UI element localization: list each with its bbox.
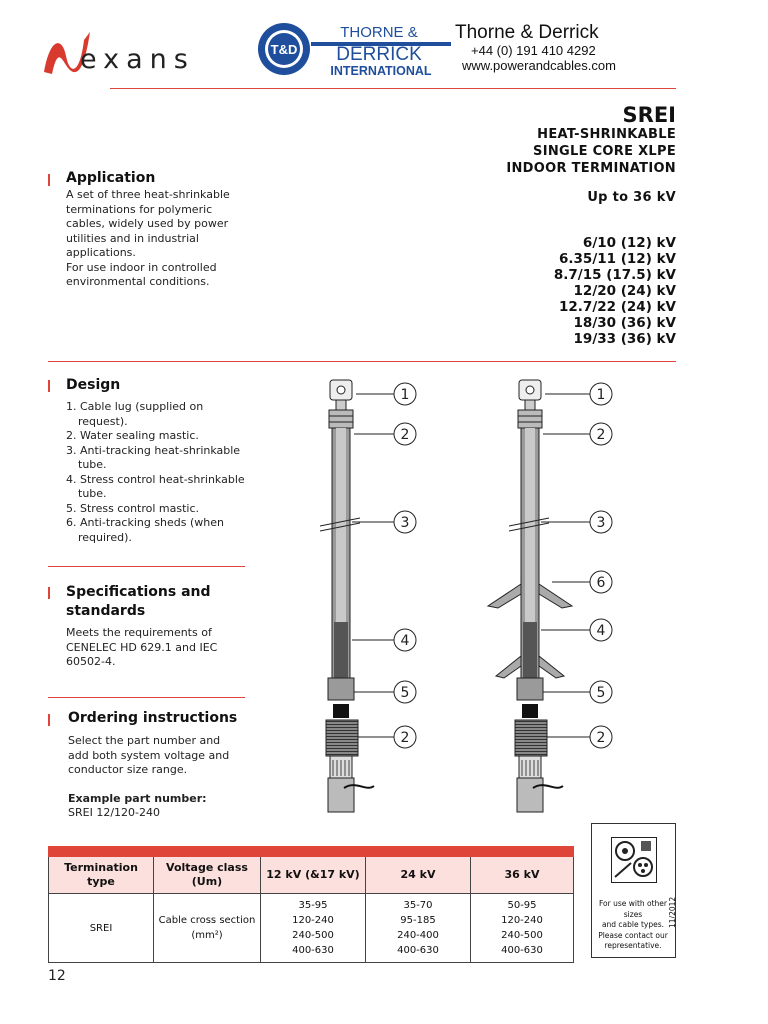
ordering-marker: [48, 714, 50, 726]
left-callouts: [352, 383, 416, 748]
callout-number: 1: [596, 387, 606, 403]
design-item: 2. Water sealing mastic.: [66, 429, 199, 442]
design-list: [66, 400, 251, 545]
design-item: 5. Stress control mastic.: [66, 501, 200, 515]
callout-number: 2: [596, 730, 606, 746]
size-range: 35-95: [298, 900, 328, 911]
callout-number: 4: [400, 633, 410, 649]
contact-note-text: [594, 899, 672, 952]
callout-number: 3: [400, 515, 410, 531]
right-callouts: [541, 383, 612, 748]
title-line3: INDOOR TERMINATION: [506, 161, 676, 176]
td-badge: T&D: [270, 42, 298, 57]
table-band: [49, 847, 574, 857]
voltage-item: 8.7/15 (17.5) kV: [553, 267, 676, 283]
note-line: For use with other sizes: [598, 899, 668, 919]
application-paragraph: A set of three heat-shrinkable terminations for polymeric cables, widely used by power utilities and in industrial applications.: [66, 188, 230, 259]
cell-24kv: [366, 894, 471, 963]
application-heading: Application: [66, 170, 156, 186]
product-code: SREI: [622, 103, 676, 127]
design-marker: [48, 380, 50, 392]
application-marker: [48, 174, 50, 186]
size-range: 240-400: [397, 930, 439, 941]
company-name: Thorne & Derrick: [455, 22, 599, 43]
size-range: 35-70: [403, 900, 433, 911]
table-row: [49, 894, 574, 963]
td-logo-line2: DERRICK: [336, 44, 422, 65]
company-website: www.powerandcables.com: [462, 58, 616, 73]
voltage-item: 19/33 (36) kV: [573, 331, 676, 347]
callout-number: 2: [400, 427, 410, 443]
row-type: SREI: [49, 894, 154, 963]
design-item: 3. Anti-tracking heat-shrinkable tube.: [66, 443, 241, 471]
application-paragraph: For use indoor in controlled environmental conditions.: [66, 260, 217, 288]
company-phone: +44 (0) 191 410 4292: [471, 43, 596, 58]
size-range: 50-95: [507, 900, 537, 911]
voltage-item: 12.7/22 (24) kV: [559, 299, 676, 315]
application-text: [66, 188, 251, 290]
size-range: 400-630: [397, 945, 439, 956]
callout-number: 6: [596, 575, 606, 591]
callout-number: 1: [400, 387, 410, 403]
voltage-item: 12/20 (24) kV: [573, 283, 676, 299]
header-termination-type: Termination type: [49, 857, 154, 894]
title-divider: [48, 361, 676, 362]
size-range: 120-240: [292, 915, 334, 926]
design-heading: Design: [66, 377, 121, 393]
design-item: 6. Anti-tracking sheds (when required).: [66, 516, 225, 544]
size-range: 400-630: [292, 945, 334, 956]
callout-number: 2: [596, 427, 606, 443]
row-label-line: (mm²): [191, 930, 223, 941]
size-range: 95-185: [400, 915, 436, 926]
callout-number: 3: [596, 515, 606, 531]
callout-number: 5: [400, 685, 410, 701]
specs-heading-line: standards: [66, 603, 146, 619]
td-logo-line3: INTERNATIONAL: [330, 64, 432, 78]
header-12kv: 12 kV (&17 kV): [261, 857, 366, 894]
size-range: 120-240: [501, 915, 543, 926]
design-item: 4. Stress control heat-shrinkable tube.: [66, 472, 245, 500]
cable-size-table: [48, 846, 574, 963]
specs-heading: [66, 583, 211, 621]
note-line: representative.: [604, 941, 662, 950]
voltage-range: Up to 36 kV: [587, 190, 676, 205]
nexans-wordmark: exans: [80, 44, 195, 75]
header-voltage-class: Voltage class (Um): [154, 857, 261, 894]
title-line2: SINGLE CORE XLPE: [533, 144, 676, 159]
termination-diagram: [300, 372, 620, 822]
cell-36kv: [471, 894, 574, 963]
example-value: SREI 12/120-240: [68, 806, 160, 819]
note-line: and cable types.: [601, 920, 665, 929]
size-range: 240-500: [501, 930, 543, 941]
title-line1: HEAT-SHRINKABLE: [537, 127, 676, 142]
note-line: Please contact our: [598, 930, 668, 940]
row-label-line: Cable cross section: [158, 915, 256, 926]
example-label: Example part number:: [68, 792, 207, 805]
document-date: 11/2012: [668, 896, 677, 928]
row-label: [154, 894, 261, 963]
callout-number: 2: [400, 730, 410, 746]
cable-types-icon: [611, 837, 657, 883]
page-number: 12: [48, 968, 66, 984]
voltage-list: [554, 235, 676, 347]
header-24kv: 24 kV: [366, 857, 471, 894]
callout-number: 5: [596, 685, 606, 701]
ordering-text: Select the part number and add both system voltage and conductor size range.: [68, 734, 230, 776]
thorne-derrick-logo: [255, 20, 451, 78]
td-logo-line1: THORNE &: [340, 24, 418, 41]
header-36kv: 36 kV: [471, 857, 574, 894]
voltage-item: 6/10 (12) kV: [582, 235, 676, 251]
voltage-item: 6.35/11 (12) kV: [559, 251, 676, 267]
ordering-heading: Ordering instructions: [68, 710, 238, 726]
design-item: 1. Cable lug (supplied on request).: [66, 400, 204, 428]
termination-standard: [320, 380, 374, 812]
header-divider: [110, 88, 676, 89]
termination-with-sheds: [488, 380, 572, 812]
design-divider: [48, 566, 245, 567]
table-header-row: [49, 857, 574, 894]
cell-12kv: [261, 894, 366, 963]
size-range: 240-500: [292, 930, 334, 941]
size-range: 400-630: [501, 945, 543, 956]
specs-marker: [48, 587, 50, 599]
specs-divider: [48, 697, 245, 698]
voltage-item: 18/30 (36) kV: [573, 315, 676, 331]
specs-text: Meets the requirements of CENELEC HD 629.1 and IEC 60502-4.: [66, 626, 218, 668]
callout-number: 4: [596, 623, 606, 639]
specs-heading-line: Specifications and: [66, 584, 211, 600]
